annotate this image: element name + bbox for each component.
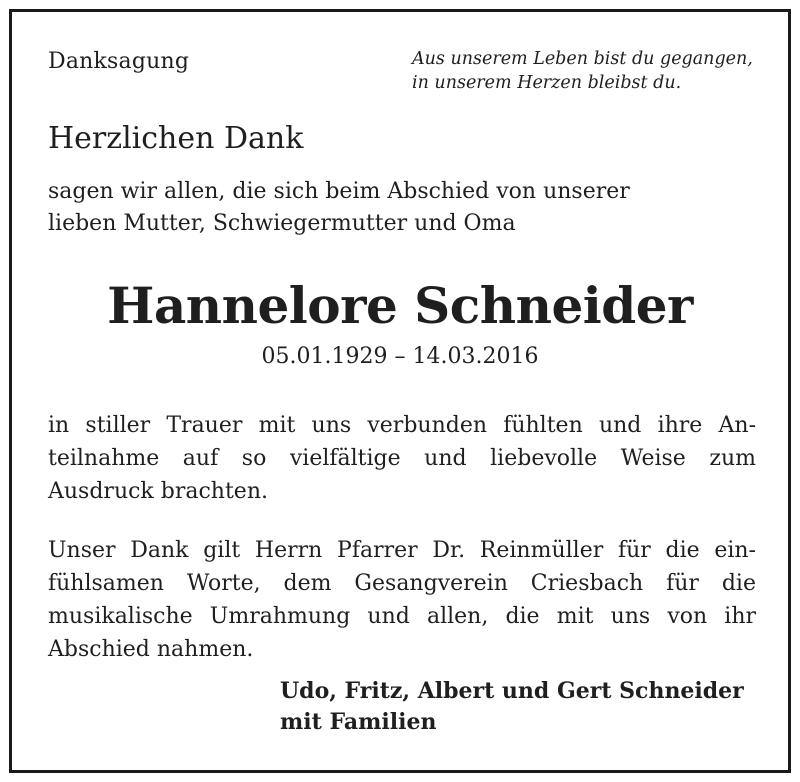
paragraph-line: teilnahme auf so vielfältige und liebevolle Weise zum [48,446,756,471]
obituary-notice [9,9,791,773]
paragraph-line: fühlsamen Worte, dem Gesangverein Criesbach für die [48,571,756,596]
life-dates: 05.01.1929 – 14.03.2016 [261,344,539,369]
thanks-paragraph [48,409,756,508]
paragraph-line: Abschied nahmen. [48,637,254,662]
greeting-title: Herzlichen Dank [48,121,304,156]
intro-line: sagen wir allen, die sich beim Abschied von unserer [48,179,630,204]
paragraph-line: Ausdruck brachten. [48,479,268,504]
signature-line: mit Familien [280,709,437,735]
signature-block [280,676,744,738]
notice-heading: Danksagung [48,49,190,74]
intro-line: lieben Mutter, Schwiegermutter und Oma [48,211,516,236]
gratitude-paragraph [48,534,756,666]
deceased-name: Hannelore Schneider [107,276,693,335]
motto-line: Aus unserem Leben bist du gegangen, [412,49,753,69]
motto-line: in unserem Herzen bleibst du. [412,73,682,93]
paragraph-line: Unser Dank gilt Herrn Pfarrer Dr. Reinmüller für die ein- [48,538,756,563]
motto-quote [412,47,762,95]
paragraph-line: in stiller Trauer mit uns verbunden fühlten und ihre An- [48,413,756,438]
paragraph-line: musikalische Umrahmung und allen, die mit uns von ihr [48,604,756,629]
signature-line: Udo, Fritz, Albert und Gert Schneider [280,678,744,704]
intro-text [48,176,768,240]
